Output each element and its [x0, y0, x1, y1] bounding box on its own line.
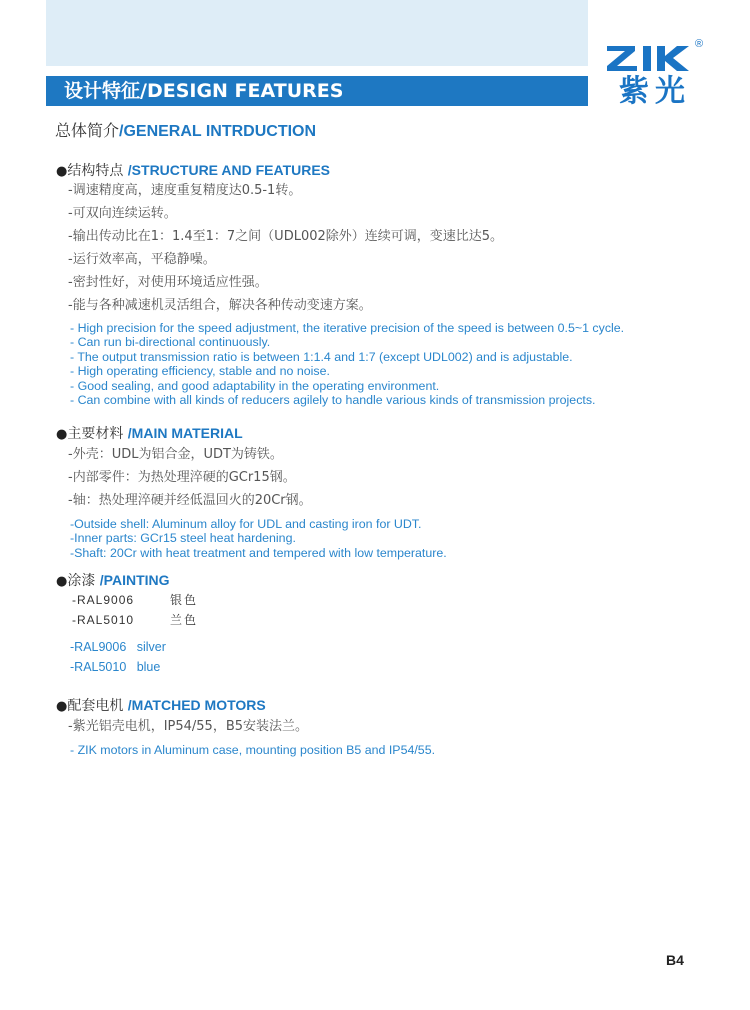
brand-logo: [605, 40, 709, 112]
structure-cn-line: -可双向连续运转。: [68, 206, 177, 221]
painting-heading-cn: 涂漆: [67, 573, 100, 589]
structure-heading-en: /STRUCTURE AND FEATURES: [127, 162, 331, 178]
zik-logo-mark: [605, 40, 705, 72]
structure-heading-cn: 结构特点: [67, 163, 128, 179]
paint-en-line: -RAL9006 silver: [70, 640, 166, 654]
paint-en-line: -RAL5010 blue: [70, 660, 161, 674]
bullet-icon: ●: [56, 164, 68, 179]
paint-color-cn: 银色: [170, 593, 199, 607]
paint-color-cn: 兰色: [170, 613, 199, 627]
material-cn-line: -外壳：UDL为铝合金，UDT为铸铁。: [68, 447, 283, 462]
structure-en-line: - High precision for the speed adjustment, the iterative precision of the speed is between 0.5~1 cycle.: [70, 321, 625, 335]
paint-row: [72, 612, 198, 628]
structure-heading: [56, 161, 330, 181]
general-heading-en: /GENERAL INTRDUCTION: [119, 123, 317, 140]
material-heading-cn: 主要材料: [67, 426, 128, 442]
motors-heading: [56, 696, 266, 716]
motors-heading-en: /MATCHED MOTORS: [127, 697, 266, 713]
motors-heading-cn: 配套电机: [67, 698, 128, 714]
motors-en-line: - ZIK motors in Aluminum case, mounting position B5 and IP54/55.: [70, 743, 436, 757]
material-english-block: [70, 517, 447, 560]
material-cn-line: -内部零件：为热处理淬硬的GCr15钢。: [68, 470, 296, 485]
structure-en-line: - High operating efficiency, stable and no noise.: [70, 364, 330, 379]
logo-chinese-name: 紫光: [619, 74, 691, 109]
material-en-line: -Inner parts: GCr15 steel heat hardening.: [70, 531, 296, 546]
title-bar: [46, 76, 588, 106]
bullet-icon: ●: [56, 699, 68, 714]
header-background: [46, 0, 588, 66]
structure-english-block: [70, 321, 624, 407]
registered-mark: ®: [695, 38, 704, 50]
structure-cn-line: -输出传动比在1：1.4至1：7之间（UDL002除外）连续可调，变速比达5。: [68, 229, 504, 244]
paint-row: [72, 592, 198, 608]
painting-heading-en: /PAINTING: [99, 572, 170, 588]
material-heading-en: /MAIN MATERIAL: [127, 425, 243, 441]
structure-cn-line: -能与各种减速机灵活组合，解决各种传动变速方案。: [68, 298, 372, 313]
page-number: B4: [666, 952, 684, 968]
motors-cn-line: -紫光铝壳电机，IP54/55，B5安装法兰。: [68, 719, 309, 734]
general-introduction-heading: [55, 121, 316, 142]
structure-en-line: - Good sealing, and good adaptability in the operating environment.: [70, 378, 440, 393]
motors-english-block: [70, 743, 435, 757]
structure-cn-line: -密封性好，对使用环境适应性强。: [68, 275, 268, 290]
paint-code: -RAL9006: [72, 593, 135, 607]
structure-cn-line: -调速精度高，速度重复精度达0.5-1转。: [68, 183, 302, 198]
material-en-line: -Shaft: 20Cr with heat treatment and tempered with low temperature.: [70, 545, 447, 560]
material-heading: [56, 424, 243, 444]
page-title: 设计特征/DESIGN FEATURES: [64, 80, 344, 102]
structure-cn-line: -运行效率高，平稳静噪。: [68, 252, 216, 267]
material-en-line: -Outside shell: Aluminum alloy for UDL and casting iron for UDT.: [70, 517, 422, 531]
structure-en-line: - The output transmission ratio is between 1:1.4 and 1:7 (except UDL002) and is adjustable.: [70, 349, 573, 364]
material-cn-line: -轴：热处理淬硬并经低温回火的20Cr钢。: [68, 493, 312, 508]
bullet-icon: ●: [56, 574, 68, 589]
structure-en-line: - Can combine with all kinds of reducers agilely to handle various kinds of transmission projects.: [70, 393, 596, 408]
paint-code: -RAL5010: [72, 613, 135, 627]
bullet-icon: ●: [56, 427, 68, 442]
painting-heading: [56, 571, 170, 591]
structure-en-line: - Can run bi-directional continuously.: [70, 335, 271, 350]
general-heading-cn: 总体简介: [55, 121, 120, 140]
